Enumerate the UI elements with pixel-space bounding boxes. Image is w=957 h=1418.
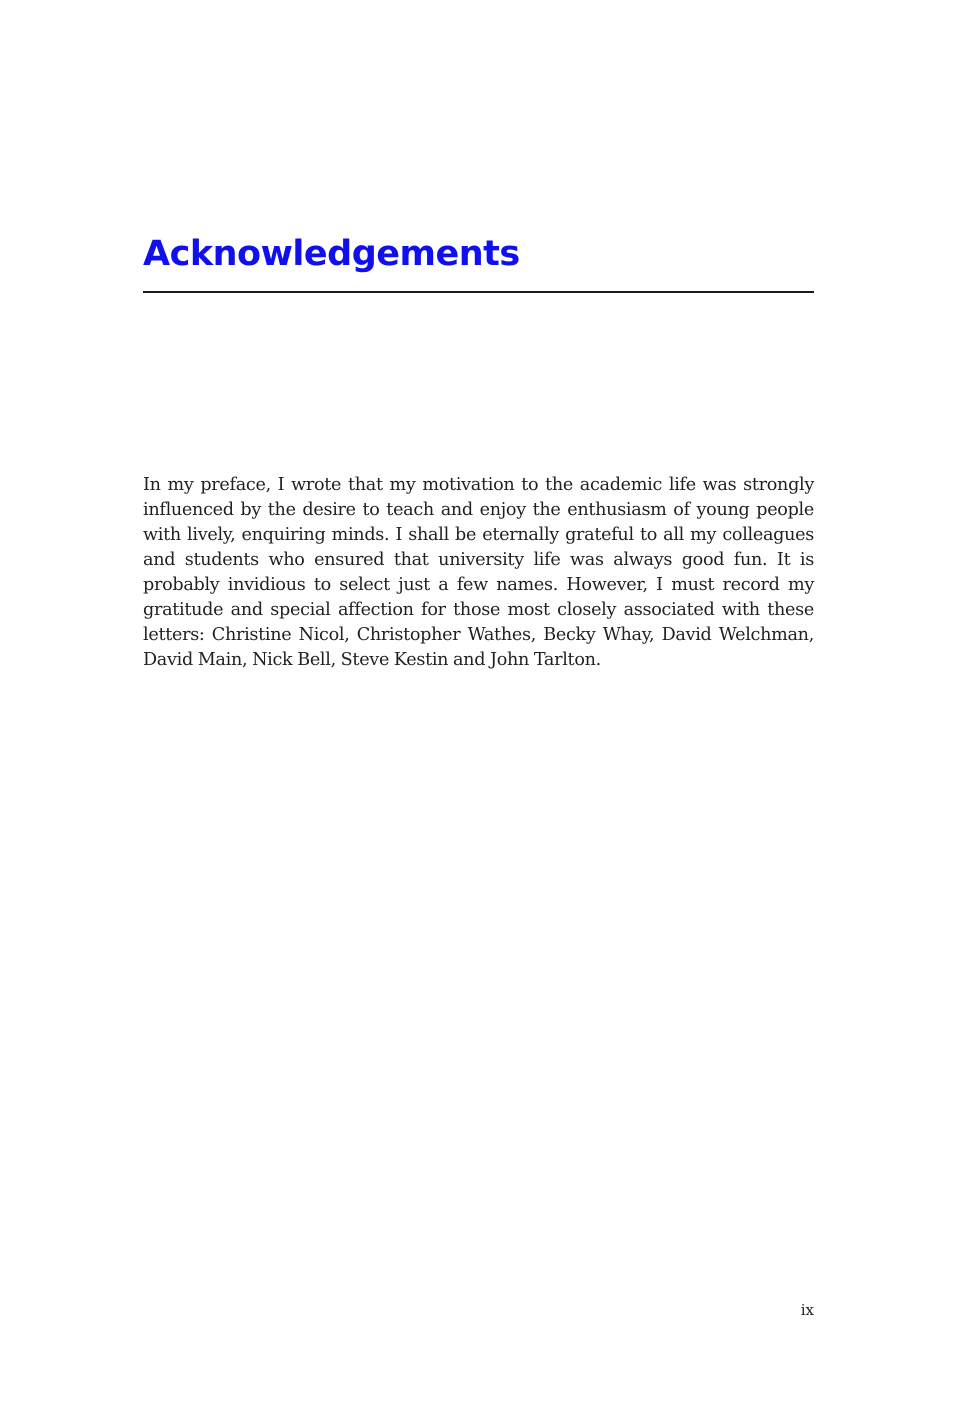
title-divider bbox=[143, 291, 814, 293]
chapter-title: Acknowledgements bbox=[143, 234, 520, 274]
page-number: ix bbox=[800, 1301, 814, 1319]
acknowledgements-paragraph: In my preface, I wrote that my motivation to the academic life was strongly influenced by the desire to teach and enjoy the enthusiasm of young people with lively, enquiring minds. I shall be eternally grateful to all my colleagues and students who ensured that university life was always good fun. It is probably invidious to select just a few names. However, I must record my gratitude and special affection for those most closely associated with these letters: Christine Nicol, Christopher Wathes, Becky Whay, David Welchman, David Main, Nick Bell, Steve Kestin and John Tarlton. bbox=[143, 475, 814, 670]
